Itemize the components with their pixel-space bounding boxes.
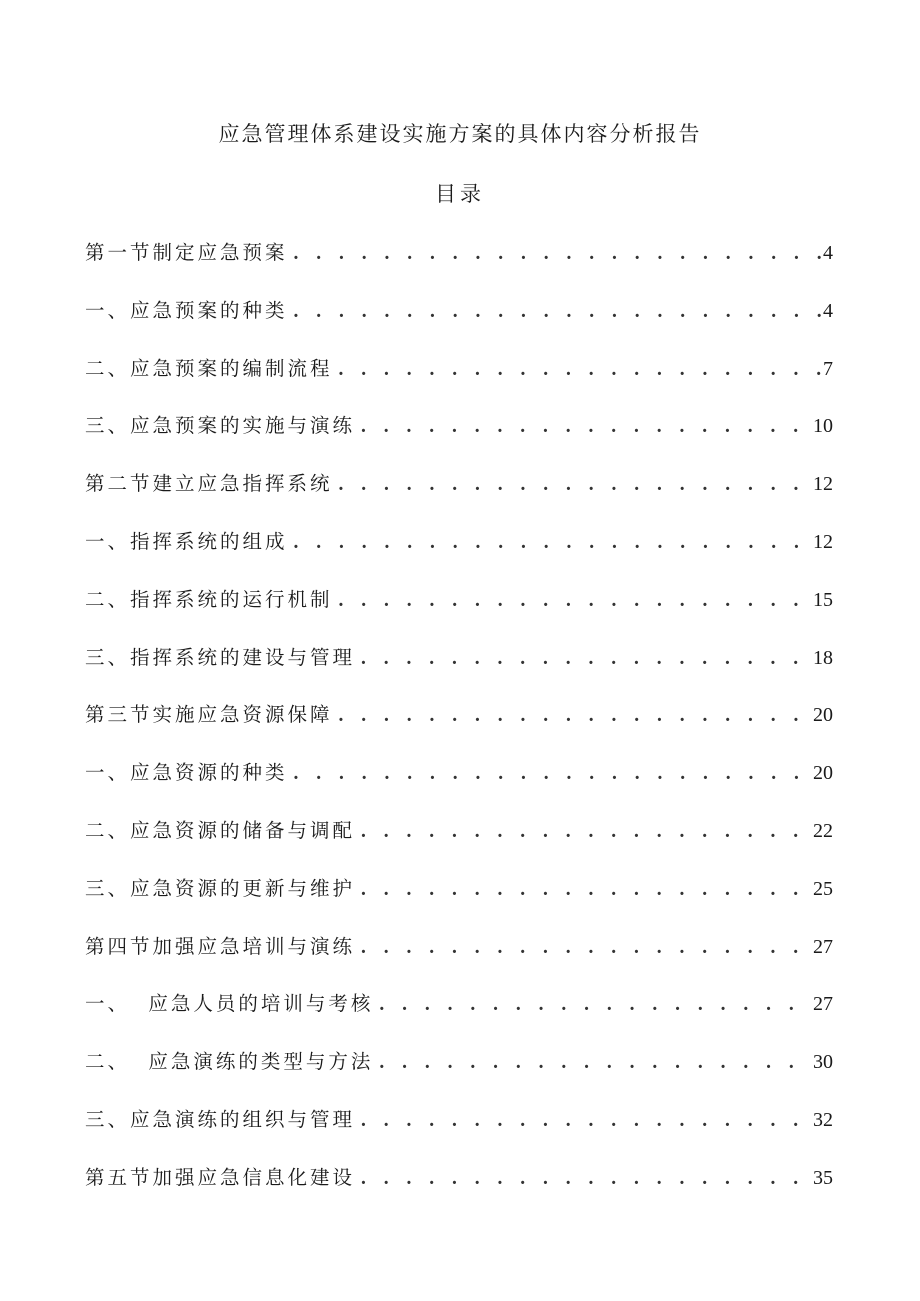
toc-entry[interactable]: [85, 237, 833, 295]
toc-leader-dots: [379, 1047, 811, 1079]
toc-entry[interactable]: [85, 757, 833, 815]
toc-entry[interactable]: [85, 584, 833, 642]
toc-entry[interactable]: [85, 988, 833, 1046]
toc-entry-page: 18: [813, 646, 833, 669]
toc-heading: 目录: [435, 182, 485, 206]
toc-entry-label: 一、应急资源的种类: [85, 761, 288, 785]
toc-entry-page: 20: [813, 704, 833, 727]
toc-leader-dots: [339, 354, 821, 386]
toc-entry-label: 第二节建立应急指挥系统: [85, 472, 333, 496]
toc-entry-page: 27: [813, 993, 833, 1016]
toc-entry-page: 25: [813, 877, 833, 900]
toc-entry-label: 二、应急资源的储备与调配: [85, 818, 356, 842]
toc-entry-page: 15: [813, 588, 833, 611]
toc-entry-page: 4: [823, 242, 833, 264]
toc-leader-dots: [361, 1105, 811, 1137]
toc-entry-label: 三、应急演练的组织与管理: [85, 1107, 356, 1131]
toc-entry[interactable]: [85, 642, 833, 700]
toc-entry-label: 三、应急资源的更新与维护: [85, 876, 356, 900]
toc-entry-page: 20: [813, 762, 833, 785]
toc-entry-label: 第一节制定应急预案: [85, 241, 288, 264]
toc-entry[interactable]: [85, 1046, 833, 1104]
toc-entry-label: 第四节加强应急培训与演练: [85, 934, 356, 958]
toc-entry-page: 7: [823, 357, 833, 380]
toc-leader-dots: [294, 296, 821, 328]
toc-leader-dots: [294, 238, 821, 270]
toc-entry-page: 12: [813, 530, 833, 553]
toc-entry-label: 二、 应急演练的类型与方法: [85, 1050, 374, 1074]
toc-entry[interactable]: [85, 815, 833, 873]
toc-leader-dots: [361, 816, 811, 848]
toc-leader-dots: [361, 411, 811, 443]
toc-leader-dots: [361, 643, 811, 675]
toc-entry-page: 32: [813, 1108, 833, 1131]
toc-entry-page: 30: [813, 1051, 833, 1074]
toc-entry-label: 一、指挥系统的组成: [85, 529, 288, 553]
toc-leader-dots: [339, 469, 811, 501]
toc-leader-dots: [294, 758, 811, 790]
toc-entry[interactable]: [85, 468, 833, 526]
toc-leader-dots: [339, 585, 811, 617]
toc-entry[interactable]: [85, 526, 833, 584]
toc-entry-page: 12: [813, 473, 833, 496]
toc-leader-dots: [294, 527, 811, 559]
document-title: 应急管理体系建设实施方案的具体内容分析报告: [218, 122, 702, 146]
toc-entry-label: 二、应急预案的编制流程: [85, 356, 333, 380]
toc-entry-label: 第五节加强应急信息化建设: [85, 1165, 356, 1189]
toc-entry[interactable]: [85, 699, 833, 757]
toc-entry-page: 4: [823, 299, 833, 322]
toc-entry[interactable]: [85, 1162, 833, 1220]
toc-leader-dots: [361, 874, 811, 906]
toc-entry-label: 二、指挥系统的运行机制: [85, 587, 333, 611]
toc-leader-dots: [379, 989, 811, 1021]
toc-entry-label: 第三节实施应急资源保障: [85, 703, 333, 727]
toc-entry[interactable]: [85, 1104, 833, 1162]
toc-leader-dots: [361, 1163, 811, 1195]
toc-entry-page: 35: [813, 1166, 833, 1189]
toc-entry-page: 10: [813, 415, 833, 438]
toc-entry-page: 27: [813, 935, 833, 958]
toc-entry-label: 三、指挥系统的建设与管理: [85, 645, 356, 669]
toc-entry-page: 22: [813, 819, 833, 842]
toc-entry-label: 一、 应急人员的培训与考核: [85, 992, 374, 1016]
toc-leader-dots: [361, 932, 811, 964]
toc-entry[interactable]: [85, 353, 833, 411]
toc-entry[interactable]: [85, 410, 833, 468]
toc-leader-dots: [339, 700, 811, 732]
toc-entry[interactable]: [85, 873, 833, 931]
toc-entry[interactable]: [85, 931, 833, 989]
toc-entry-label: 三、应急预案的实施与演练: [85, 414, 356, 438]
toc-entry[interactable]: [85, 295, 833, 353]
toc-entry-label: 一、应急预案的种类: [85, 298, 288, 322]
table-of-contents: [85, 237, 833, 1220]
